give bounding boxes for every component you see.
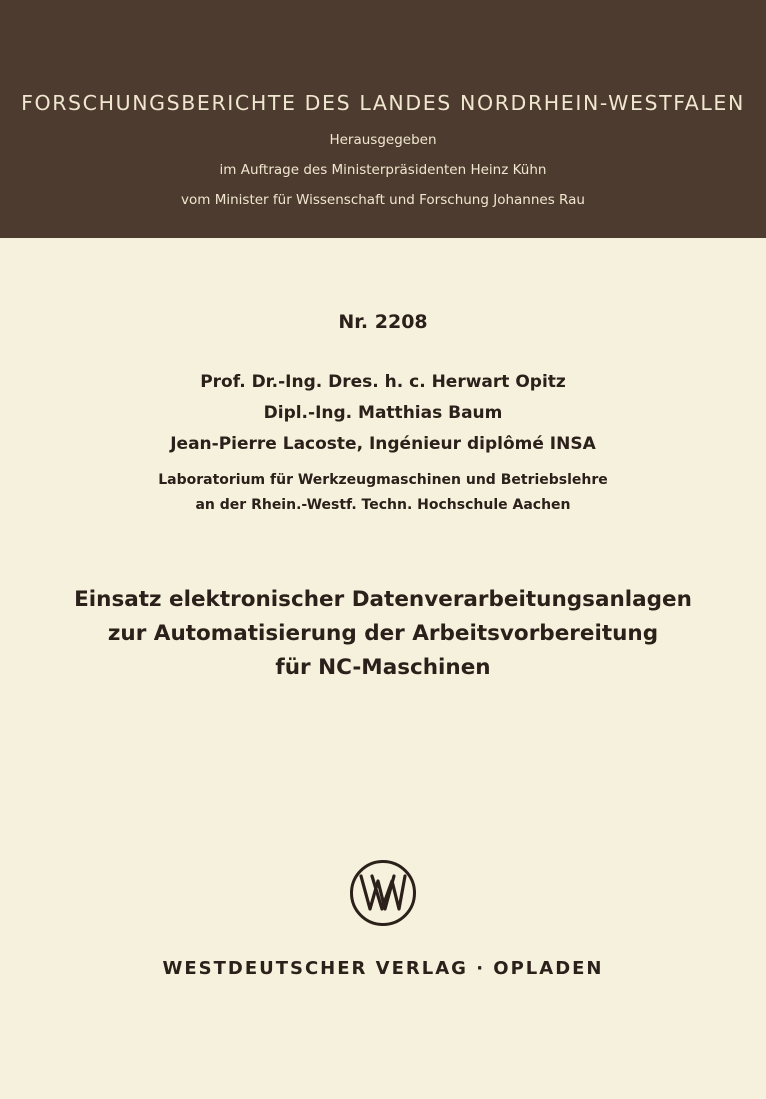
title-line-2: zur Automatisierung der Arbeitsvorbereitung [107,621,659,646]
publisher-note-line-1: Herausgegeben [329,132,437,148]
author-1: Prof. Dr.-Ing. Dres. h. c. Herwart Opitz [200,372,566,392]
header-band [0,0,766,238]
publisher-name: WESTDEUTSCHER VERLAG · OPLADEN [162,958,604,979]
publisher-note-line-2: im Auftrage des Ministerpräsidenten Heinz Kühn [219,162,547,178]
title-line-1: Einsatz elektronischer Datenverarbeitungsanlagen [74,587,692,612]
wv-monogram-logo [349,859,417,927]
title-line-3: für NC-Maschinen [275,655,491,680]
publisher-note-line-3: vom Minister für Wissenschaft und Forschung Johannes Rau [181,192,585,208]
institution-line-1: Laboratorium für Werkzeugmaschinen und Betriebslehre [158,472,608,488]
institution-line-2: an der Rhein.-Westf. Techn. Hochschule Aachen [195,497,571,513]
author-3: Jean-Pierre Lacoste, Ingénieur diplômé INSA [170,434,596,454]
report-number: Nr. 2208 [338,311,428,333]
series-title: FORSCHUNGSBERICHTE DES LANDES NORDRHEIN-WESTFALEN [21,91,745,115]
author-2: Dipl.-Ing. Matthias Baum [263,403,503,423]
